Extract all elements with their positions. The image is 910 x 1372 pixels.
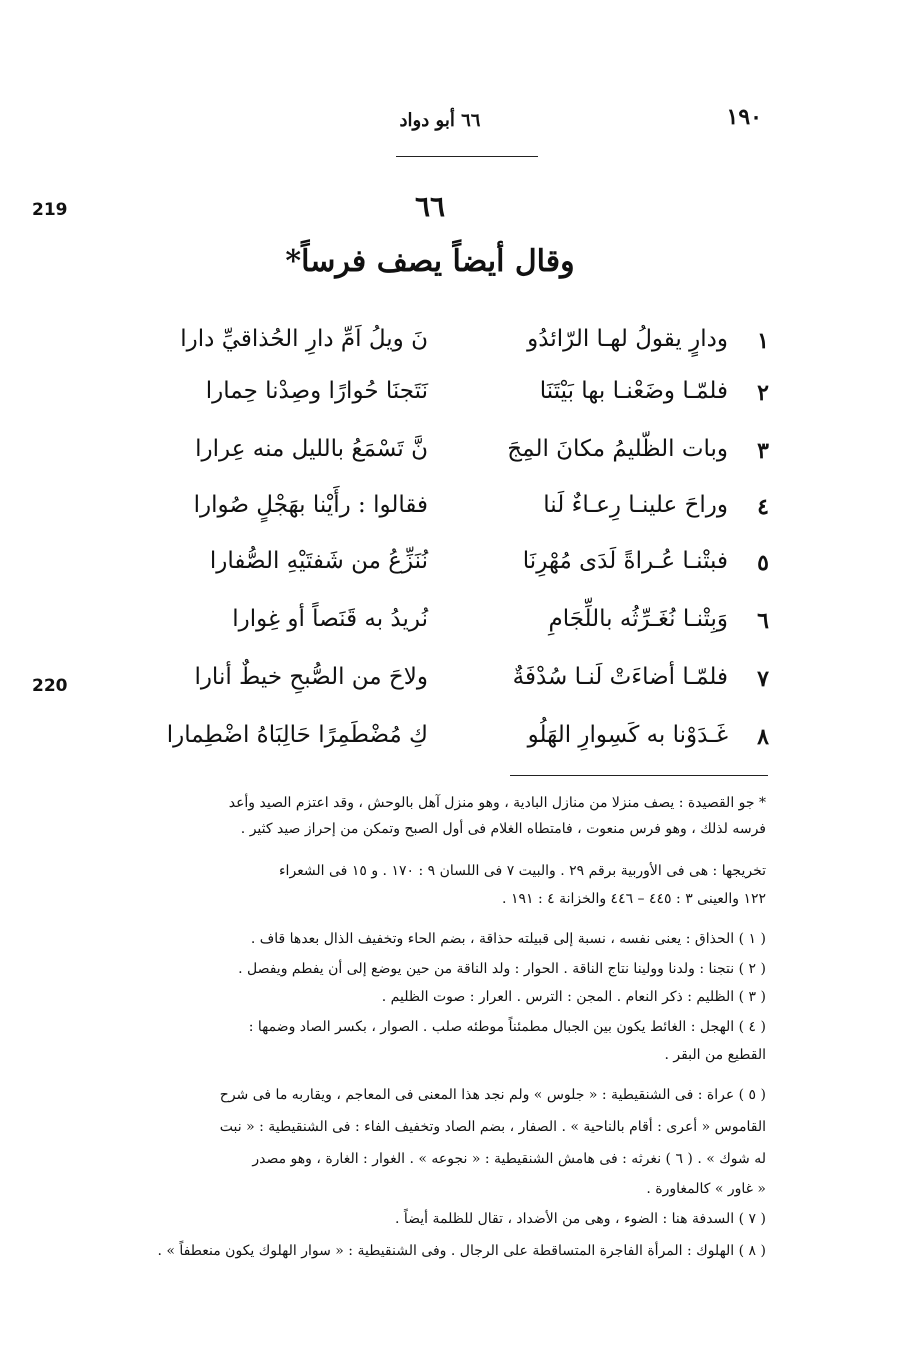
footnote-line: ( ٣ ) الظليم : ذكر النعام . المجن : الترس . العرار : صوت الظليم . [381,989,766,1005]
verse-line [118,660,780,704]
verse-second-hemistich: كِ مُضْطَمِرًا حَالِبَاهُ اضْطِمارا [166,722,428,748]
header-rule [396,156,538,157]
verse-first-hemistich: فبتْنـا عُـراةً لَدَى مُهْرِنَا [522,548,728,574]
verse-number: ٨ [757,724,769,750]
footnote-line: ( ٧ ) السدفة هنا : الضوء ، وهى من الأضداد ، تقال للظلمة أيضاً . [394,1211,766,1227]
verse-first-hemistich: ودارٍ يقولُ لهـا الرّائدُو [527,326,728,352]
verse-number: ٢ [757,380,769,406]
footnote-line: القطيع من البقر . [664,1047,766,1063]
verse-first-hemistich: وراحَ علينـا رِعـاءٌ لَنا [543,492,728,518]
verse-first-hemistich: غَـدَوْنا به كَسِوارِ الهَلُو [527,722,728,748]
verse-number: ٧ [757,666,769,692]
footnote-line: ( ٥ ) عراة : فى الشنقيطية : « جلوس » ولم نجد هذا المعنى فى المعاجم ، ويقاربه ما فى شرح [219,1087,766,1103]
footnote-line: « غاور » كالمغاورة . [646,1181,766,1197]
margin-page-ref: 220 [32,676,68,696]
footnote-line: ( ٨ ) الهلوك : المرأة الفاجرة المتساقطة على الرجال . وفى الشنقيطية : « سوار الهلوك يكون منعطفاً » . [157,1243,766,1259]
verse-number: ٥ [757,550,769,576]
verse-second-hemistich: ولاحَ من الصُّبحِ خيطٌ أنارا [194,664,428,690]
footnote-line: ( ١ ) الحذاق : يعنى نفسه ، نسبة إلى قبيلته حذاقة ، بضم الحاء وتخفيف الذال بعدها قاف . [250,931,766,947]
verse-second-hemistich: نَتَجنَا حُوارًا وصِدْنا حِمارا [205,378,428,404]
verse-number: ١ [757,328,769,354]
footnote-line: تخريجها : هى فى الأوربية برقم ٢٩ . والبيت ٧ فى اللسان ٩ : ١٧٠ . و ١٥ فى الشعراء [278,863,766,879]
poem-title: وقال أيضاً يصف فرساً* [285,244,575,279]
verse-line [118,322,780,366]
verse-line [118,602,780,646]
verse-second-hemistich: فقالوا : رأَيْنا بهَجْلٍ صُوارا [193,492,428,518]
footnote-line: * جو القصيدة : يصف منزلا من منازل البادية ، وهو منزل آهل بالوحش ، وقد اعتزم الصيد وأعد [228,795,766,811]
verse-first-hemistich: فلمّـا أضاءَتْ لَنـا سُدْفَةٌ [512,664,728,690]
footnote-line: فرسه لذلك ، وهو فرس منعوت ، فامتطاه الغلام فى أول الصبح وتمكن من إحراز صيد كثير . [240,821,766,837]
poem-number: ٦٦ [414,190,446,223]
page-number: ١٩٠ [726,104,762,130]
verse-number: ٦ [757,608,769,634]
footnote-line: ١٢٢ والعينى ٣ : ٤٤٥ – ٤٤٦ والخزانة ٤ : ١٩١ . [502,891,766,907]
verse-second-hemistich: نَّ تَسْمَعُ بالليل منه عِرارا [195,436,428,462]
footnote-line: القاموس « أعرى : أقام بالناحية » . الصفار ، بضم الصاد وتخفيف الفاء : فى الشنقيطية : « نبت [219,1119,766,1135]
footnote-line: ( ٢ ) نتجنا : ولدنا وولينا نتاج الناقة . الحوار : ولد الناقة من حين يوضع إلى أن يفطم ويفصل . [238,961,766,977]
verse-number: ٣ [757,438,769,464]
footnote-line: ( ٤ ) الهجل : الغائط يكون بين الجبال مطمئناً موطئه صلب . الصوار ، بكسر الصاد وضمها : [248,1019,766,1035]
verse-second-hemistich: نَ ويلُ اَمِّ دارِ الحُذاقيِّ دارا [180,326,428,352]
margin-page-ref: 219 [32,200,68,220]
running-header: ٦٦ أبو دواد [399,110,481,131]
verse-first-hemistich: فلمّـا وضَعْنـا بها بَيْتَنَا [539,378,728,404]
verse-line [118,718,780,762]
verse-first-hemistich: وَبِتْنـا نُغَـرِّثُه باللِّجَامِ [548,606,728,632]
verse-line [118,488,780,532]
verse-second-hemistich: نُنَزِّعُ من شَفتَيْهِ الصُّفارا [209,548,428,574]
verse-line [118,544,780,588]
verse-number: ٤ [757,494,769,520]
footnote-rule [510,775,768,776]
verse-second-hemistich: نُريدُ به قَنَصاً أو غِوارا [232,606,428,632]
verse-line [118,432,780,476]
footnote-line: له شوك » . ( ٦ ) نغرثه : فى هامش الشنقيطية : « نجوعه » . الغوار : الغارة ، وهو مصدر [252,1151,766,1167]
verse-line [118,374,780,418]
verse-first-hemistich: وبات الظّليمُ مكانَ المِجَ [507,436,728,462]
